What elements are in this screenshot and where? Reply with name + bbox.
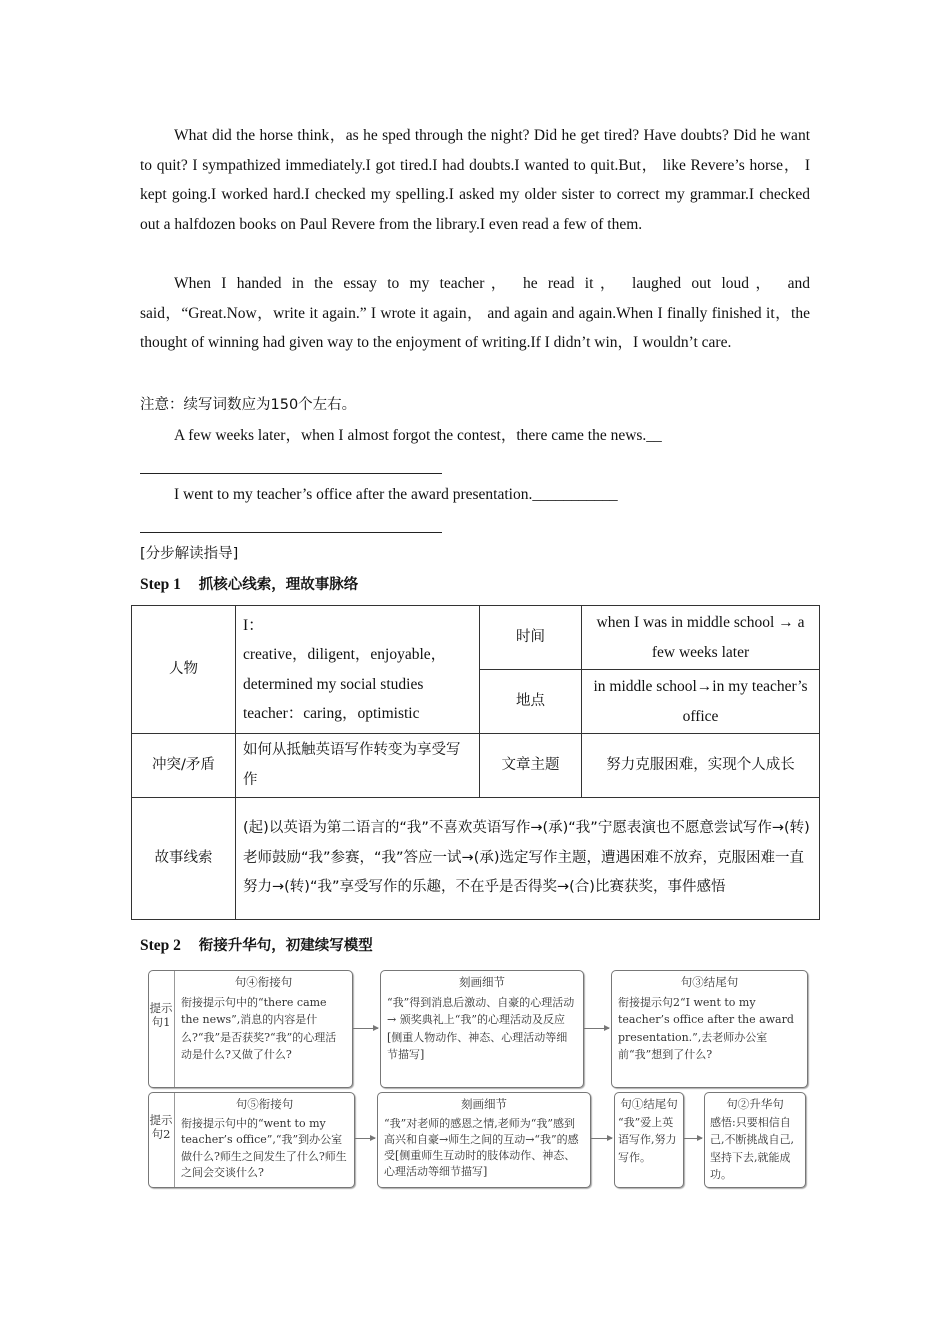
row1-box3-heading: 句③结尾句 xyxy=(680,975,739,989)
row2-sublimation-box xyxy=(704,1092,806,1188)
row2-box4-heading: 句②升华句 xyxy=(726,1097,784,1111)
row1-detail-box xyxy=(380,970,584,1088)
row1-box2-body: “我”得到消息后激动、自豪的心理活动 → 颁奖典礼上“我”的心理活动及反应[侧重人物动作、神态、心理活动等细节描写] xyxy=(387,995,575,1061)
arrow-icon xyxy=(353,1028,378,1029)
place-label: 地点 xyxy=(480,670,582,734)
characters-line: creative，diligent，enjoyable， xyxy=(243,646,447,663)
characters-line: determined my social studies xyxy=(243,675,424,693)
row2-detail-box xyxy=(377,1092,591,1188)
passage-paragraph-1: What did the horse think，as he sped through the night? Did he get tired? Have doubts? Did he want to quit? I sympathized immediately.I got tired.I had doubts.I wanted to quit.But， like Revere’s horse， I kept going.I worked hard.I checked my spelling.I asked my older sister to correct my grammar.I checked out a halfdozen books on Paul Revere from the library.I even read a few of them. xyxy=(140,127,810,233)
characters-label: 人物 xyxy=(132,606,236,734)
plot-label: 故事线索 xyxy=(132,798,236,920)
word-count-note: 注意：续写词数应为150个左右。 xyxy=(140,397,357,413)
row2-box1-heading: 句⑤衔接句 xyxy=(235,1097,294,1111)
row1-transition-box xyxy=(148,970,353,1088)
step1-heading xyxy=(140,574,358,596)
arrow-icon xyxy=(355,1138,375,1139)
row2-box3-heading: 句①结尾句 xyxy=(620,1097,678,1111)
characters-line: teacher：caring，optimistic xyxy=(243,705,420,722)
continuation-prompt-1: A few weeks later，when I almost forgot the contest，there came the news.__ xyxy=(174,427,662,444)
row1-box3-body: 衔接提示句2“I went to my teacher’s office after the award presentation.”,去老师办公室前“我”想到了什么? xyxy=(618,995,794,1061)
row2-box2-heading: 刻画细节 xyxy=(461,1097,507,1111)
theme-value: 努力克服困难，实现个人成长 xyxy=(582,734,820,798)
time-label: 时间 xyxy=(480,606,582,670)
passage-paragraph-2: When I handed in the essay to my teacher， he read it， laughed out loud， and said，“Great.Now，write it again.” I wrote it again， and again and again.When I finally finished it，the thought of winning had given way to the enjoyment of writing.If I didn’t win，I wouldn’t care. xyxy=(140,275,810,351)
row2-box1-body: 衔接提示句中的“went to my teacher’s office”,“我”到办公室做什么?师生之间发生了什么?师生之间会交谈什么? xyxy=(181,1116,347,1179)
step1-title: 抓核心线索，理故事脉络 xyxy=(198,577,359,593)
arrow-icon xyxy=(591,1138,612,1139)
answer-line-1 xyxy=(140,473,442,474)
guide-heading: [分步解读指导] xyxy=(140,546,239,562)
row2-transition-box xyxy=(148,1092,355,1188)
row1-ending-box xyxy=(611,970,808,1088)
step1-label: Step 1 xyxy=(140,576,181,593)
continuation-model-diagram xyxy=(148,968,810,1190)
step2-heading xyxy=(140,935,373,957)
row1-box2-heading: 刻画细节 xyxy=(459,975,505,989)
characters-line: I： xyxy=(243,616,264,634)
row2-box3-body: “我”爱上英语写作,努力写作。 xyxy=(618,1115,677,1164)
row2-box4-body: 感悟:只要相信自己,不断挑战自己,坚持下去,就能成功。 xyxy=(710,1115,794,1181)
place-value: in middle school→in my teacher’s office xyxy=(582,670,820,734)
theme-label: 文章主题 xyxy=(480,734,582,798)
conflict-label: 冲突/矛盾 xyxy=(132,734,236,798)
step2-title: 衔接升华句，初建续写模型 xyxy=(198,938,373,954)
row2-ending-box xyxy=(614,1092,684,1188)
hint-sentence-1-label: 提示句1 xyxy=(149,1001,173,1029)
row1-box1-body: 衔接提示句中的“there came the news”,消息的内容是什么?“我”是否获奖?“我”的心理活动是什么?又做了什么? xyxy=(181,995,337,1061)
arrow-icon xyxy=(684,1138,702,1139)
row2-box2-body: “我”对老师的感恩之情,老师为“我”感到高兴和自豪→师生之间的互动→“我”的感受[侧重师生互动时的肢体动作、神态、心理活动等细节描写] xyxy=(384,1116,579,1178)
plot-value: (起)以英语为第二语言的“我”不喜欢英语写作→(承)“我”宁愿表演也不愿意尝试写作→(转)老师鼓励“我”参赛，“我”答应一试→(承)选定写作主题，遭遇困难不放弃，克服困难一直努力→(转)“我”享受写作的乐趣，不在乎是否得奖→(合)比赛获奖，事件感悟 xyxy=(236,798,820,920)
characters-value xyxy=(236,606,480,734)
story-elements-table xyxy=(131,605,820,920)
continuation-prompt-2: I went to my teacher’s office after the award presentation.___________ xyxy=(174,486,618,503)
step2-label: Step 2 xyxy=(140,937,181,954)
conflict-value: 如何从抵触英语写作转变为享受写作 xyxy=(236,734,480,798)
hint-sentence-2-label: 提示句2 xyxy=(149,1113,173,1141)
time-value: when I was in middle school → a few weeks later xyxy=(582,606,820,670)
row1-box1-heading: 句④衔接句 xyxy=(234,975,293,989)
answer-line-2 xyxy=(140,532,442,533)
arrow-icon xyxy=(584,1028,609,1029)
